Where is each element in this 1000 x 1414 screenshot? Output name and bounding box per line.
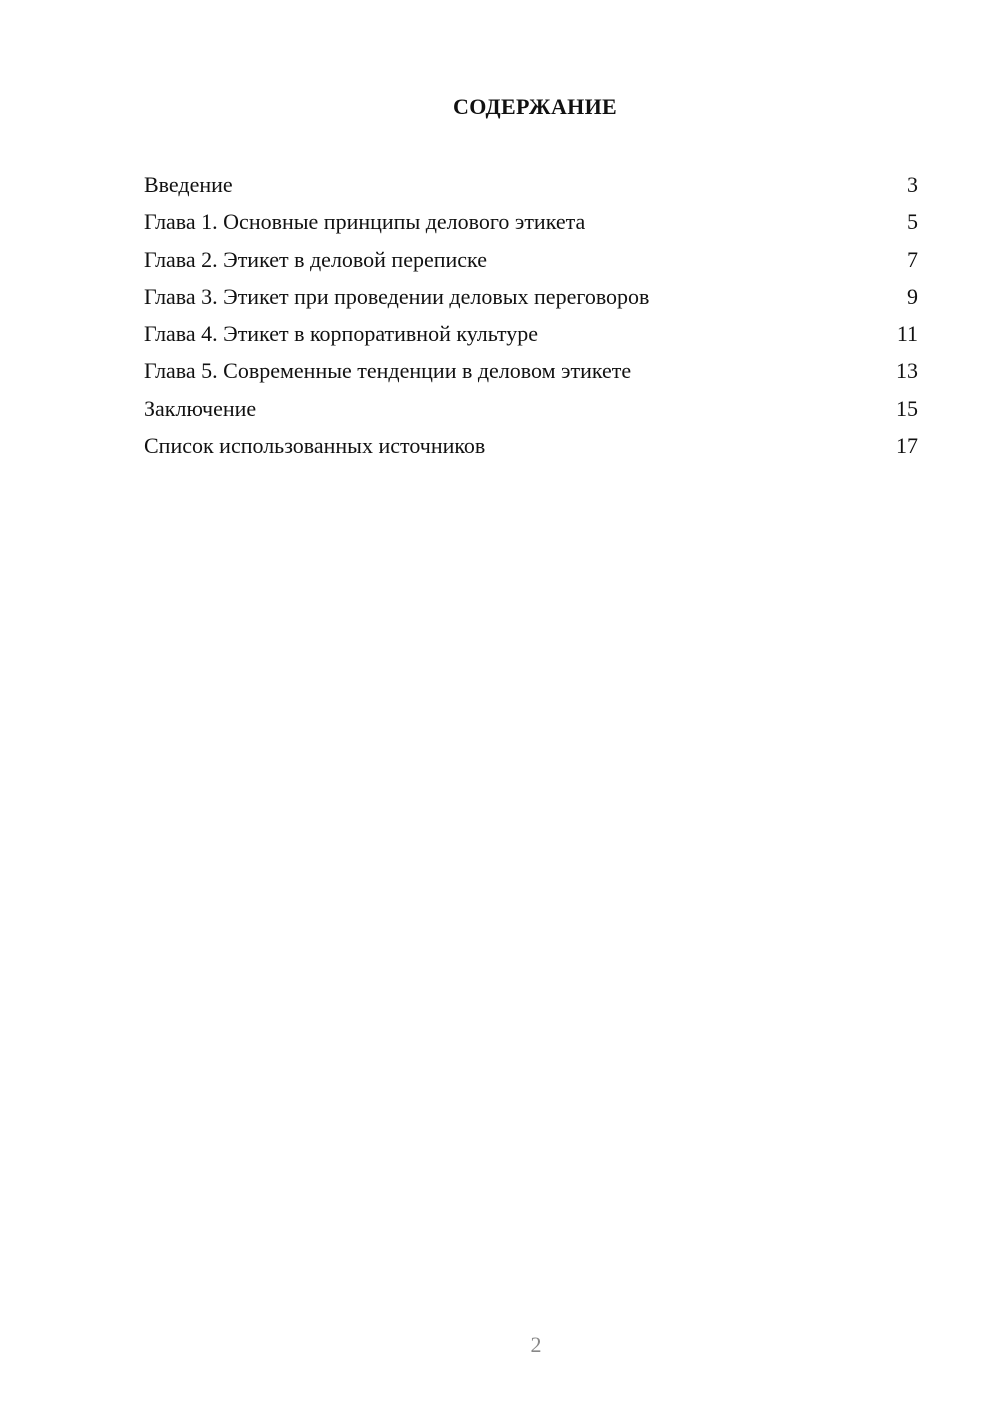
toc-entry-page: 5 bbox=[907, 209, 918, 235]
toc-entry-label: Заключение bbox=[144, 395, 257, 421]
toc-entry-label: Глава 3. Этикет при проведении деловых переговоров bbox=[144, 283, 650, 309]
toc-entry-label: Глава 5. Современные тенденции в деловом этикете bbox=[144, 358, 632, 384]
toc-entry-page: 7 bbox=[907, 246, 918, 272]
toc-entry-label: Глава 2. Этикет в деловой переписке bbox=[144, 246, 487, 272]
toc-entry-page: 13 bbox=[896, 358, 918, 384]
toc-entry-page: 17 bbox=[896, 433, 918, 459]
toc-entry bbox=[144, 431, 918, 468]
toc-entry bbox=[144, 245, 918, 282]
toc-entry bbox=[144, 356, 918, 393]
toc-entry-page: 9 bbox=[907, 283, 918, 309]
toc-entry bbox=[144, 394, 918, 431]
toc-entry-label: Список использованных источников bbox=[144, 433, 486, 459]
toc-entry bbox=[144, 319, 918, 356]
toc-entry bbox=[144, 282, 918, 319]
toc-entry bbox=[144, 170, 918, 207]
toc-entry-page: 15 bbox=[896, 395, 918, 421]
toc-entry-label: Введение bbox=[144, 172, 233, 197]
toc-entry-page: 11 bbox=[896, 321, 918, 347]
toc-entry-page: 3 bbox=[907, 172, 918, 197]
toc-title: СОДЕРЖАНИЕ bbox=[453, 94, 617, 119]
page-number: 2 bbox=[530, 1332, 542, 1357]
toc-entry bbox=[144, 207, 918, 244]
table-of-contents bbox=[144, 170, 918, 468]
toc-entry-label: Глава 1. Основные принципы делового этикета bbox=[144, 209, 586, 235]
toc-entry-label: Глава 4. Этикет в корпоративной культуре bbox=[144, 321, 539, 347]
